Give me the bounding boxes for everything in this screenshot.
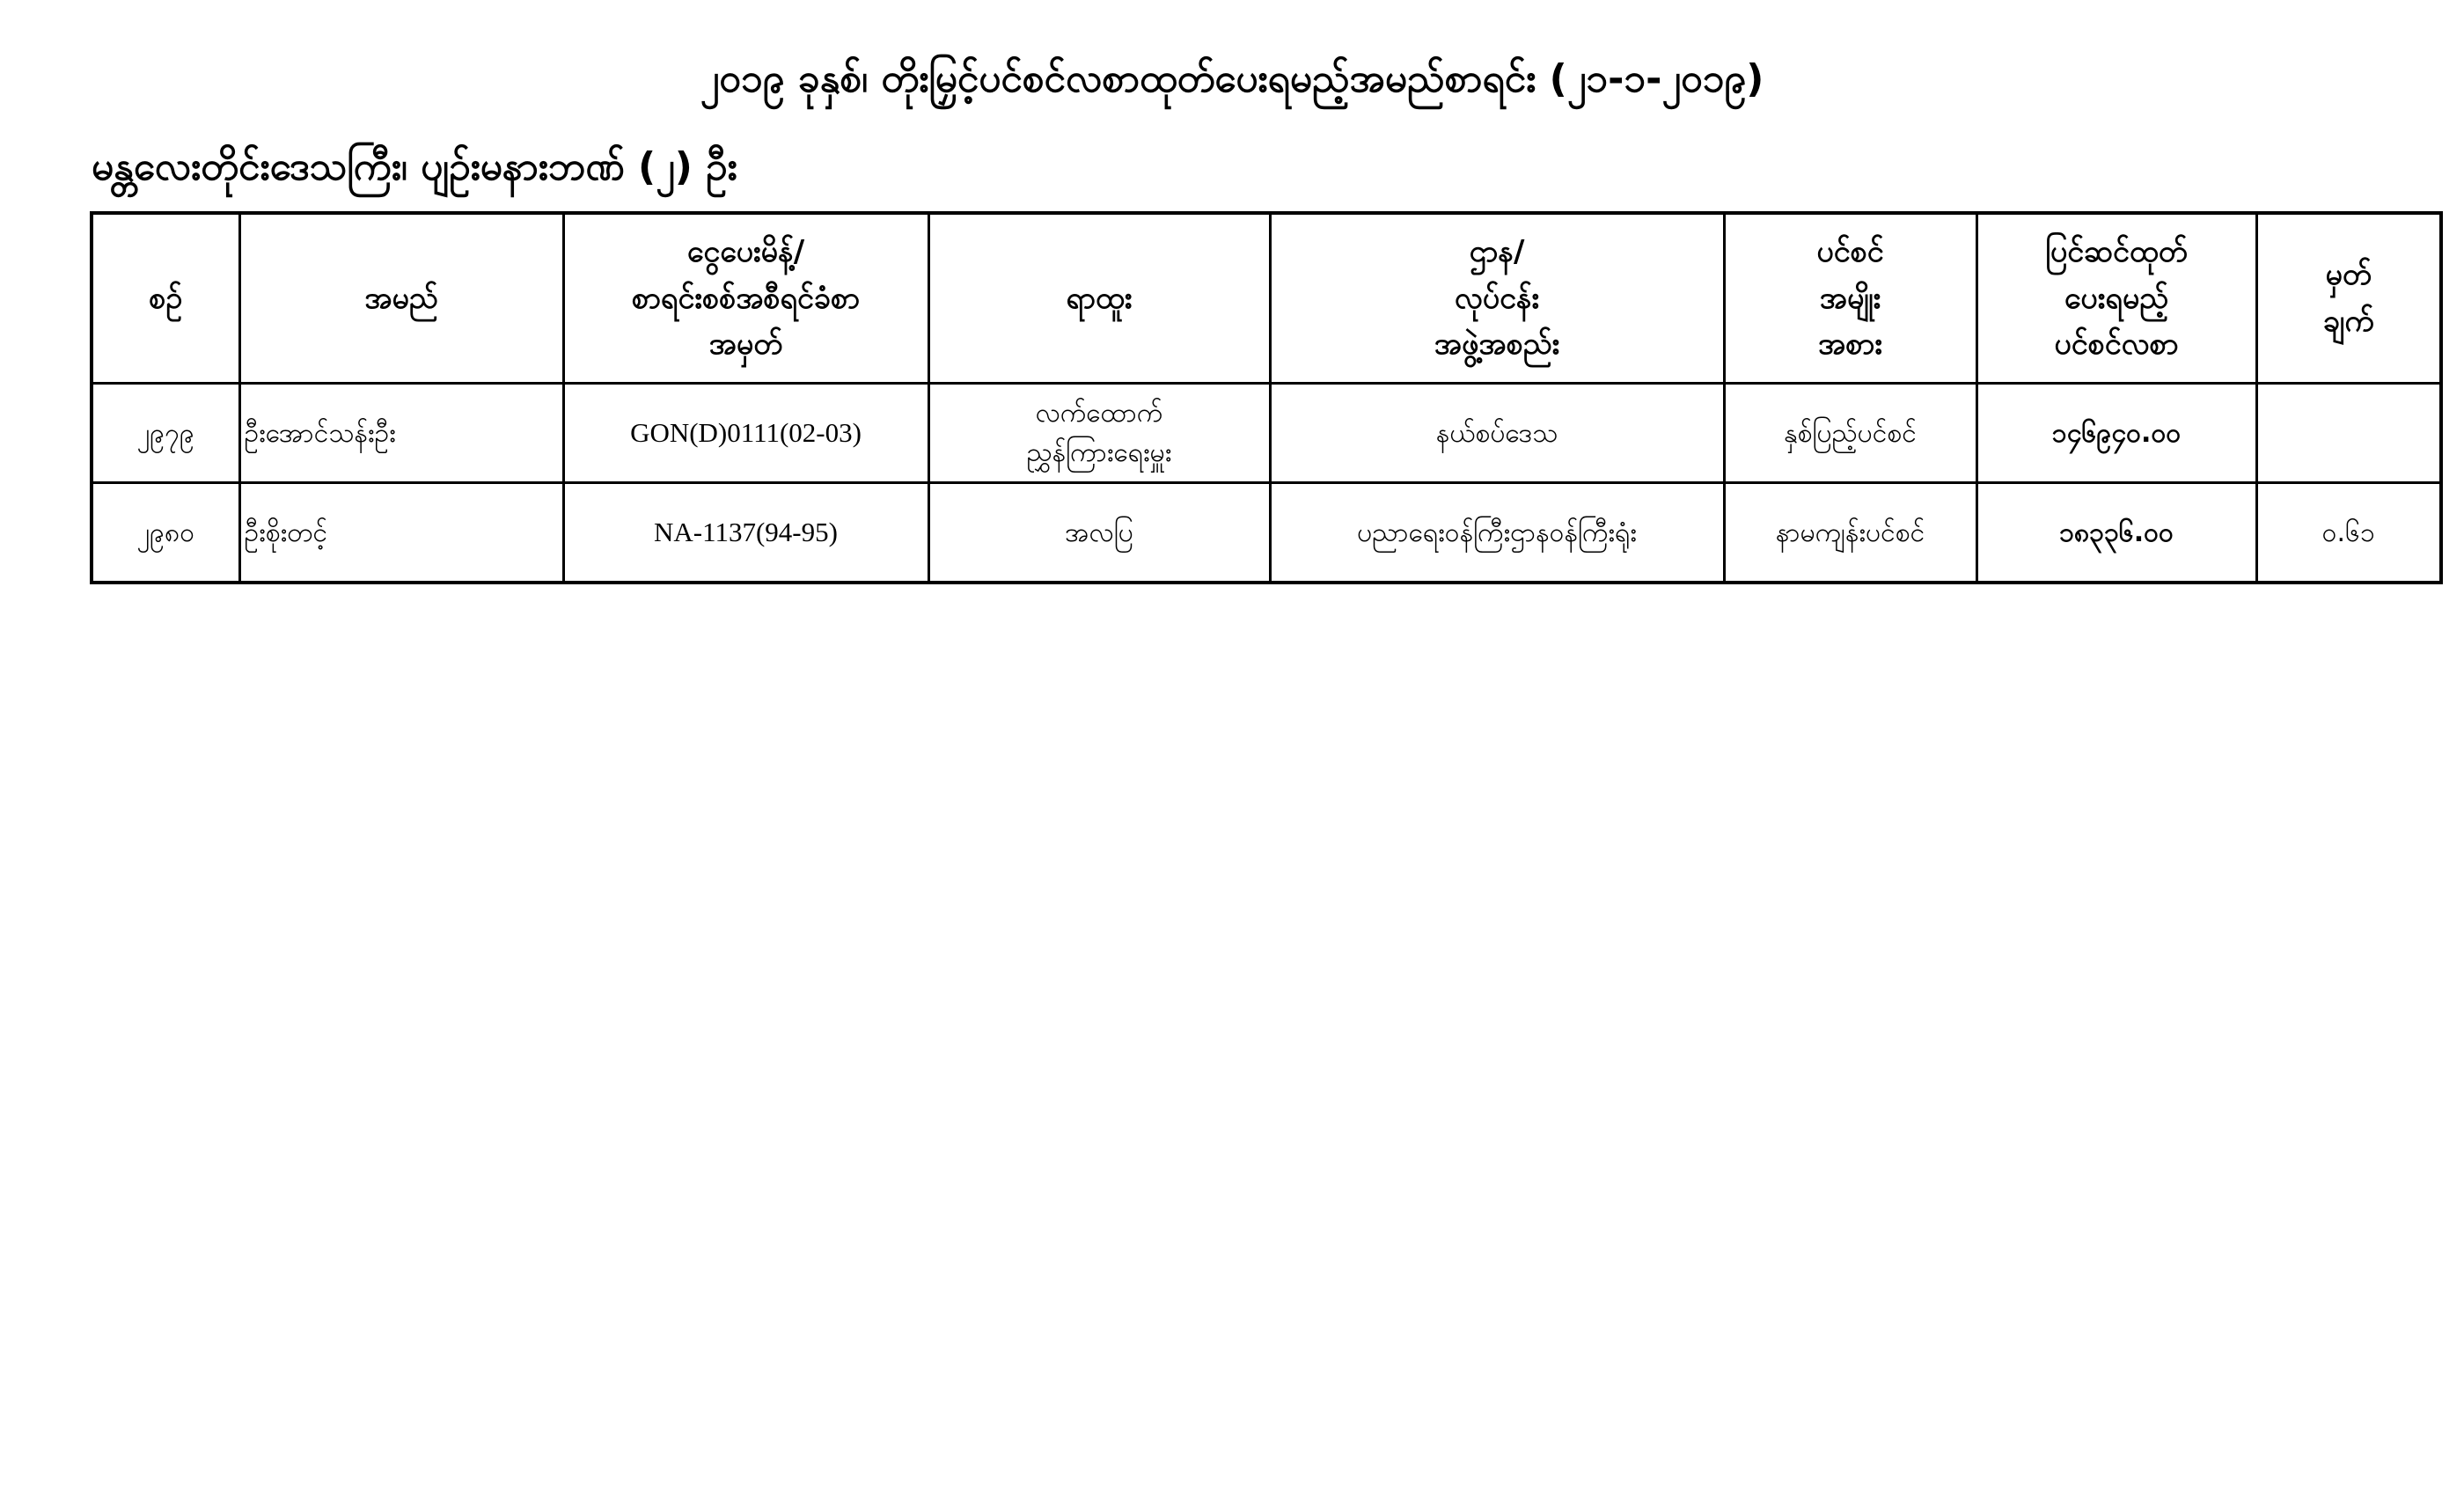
page-subtitle: မန္တလေးတိုင်းဒေသကြီး၊ ပျဉ်းမနားဘဏ် (၂) ဦး xyxy=(92,144,737,189)
table-row xyxy=(92,384,2441,483)
header-rank: ရာထူး xyxy=(928,213,1270,384)
table-row xyxy=(92,483,2441,583)
cell-order-number: NA-1137(94-95) xyxy=(563,483,928,583)
header-remark: မှတ် ချက် xyxy=(2256,213,2441,384)
cell-remark: ၀.၆၁ xyxy=(2256,483,2441,583)
cell-amount: ၁၈၃၃၆.၀၀ xyxy=(1976,483,2256,583)
header-department: ဌာန/ လုပ်ငန်း အဖွဲ့အစည်း xyxy=(1270,213,1724,384)
cell-serial-no: ၂၉၈၀ xyxy=(92,483,239,583)
cell-department: နယ်စပ်ဒေသ xyxy=(1270,384,1724,483)
cell-amount: ၁၄၆၉၄၀.၀၀ xyxy=(1976,384,2256,483)
header-serial-no: စဉ် xyxy=(92,213,239,384)
header-amount: ပြင်ဆင်ထုတ် ပေးရမည့် ပင်စင်လစာ xyxy=(1976,213,2256,384)
cell-serial-no: ၂၉၇၉ xyxy=(92,384,239,483)
table-header-row xyxy=(92,213,2441,384)
cell-name: ဦးအောင်သန်းဦး xyxy=(239,384,563,483)
header-name: အမည် xyxy=(239,213,563,384)
cell-pension-type: နှစ်ပြည့်ပင်စင် xyxy=(1724,384,1976,483)
cell-department: ပညာရေးဝန်ကြီးဌာနဝန်ကြီးရုံး xyxy=(1270,483,1724,583)
cell-order-number: GON(D)0111(02-03) xyxy=(563,384,928,483)
cell-name: ဦးစိုးတင့် xyxy=(239,483,563,583)
pension-table xyxy=(90,211,2443,584)
page-title: ၂၀၁၉ ခုနှစ်၊ တိုးမြှင့်ပင်စင်လစာထုတ်ပေးရမည့်အမည်စာရင်း (၂၁-၁-၂၀၁၉) xyxy=(700,56,1764,101)
cell-rank: အလပြ xyxy=(928,483,1270,583)
header-pension-type: ပင်စင် အမျိုး အစား xyxy=(1724,213,1976,384)
header-order-number: ငွေပေးမိန့်/ စာရင်းစစ်အစီရင်ခံစာ အမှတ် xyxy=(563,213,928,384)
cell-remark xyxy=(2256,384,2441,483)
cell-pension-type: နာမကျန်းပင်စင် xyxy=(1724,483,1976,583)
cell-rank: လက်ထောက် ညွှန်ကြားရေးမှူး xyxy=(928,384,1270,483)
